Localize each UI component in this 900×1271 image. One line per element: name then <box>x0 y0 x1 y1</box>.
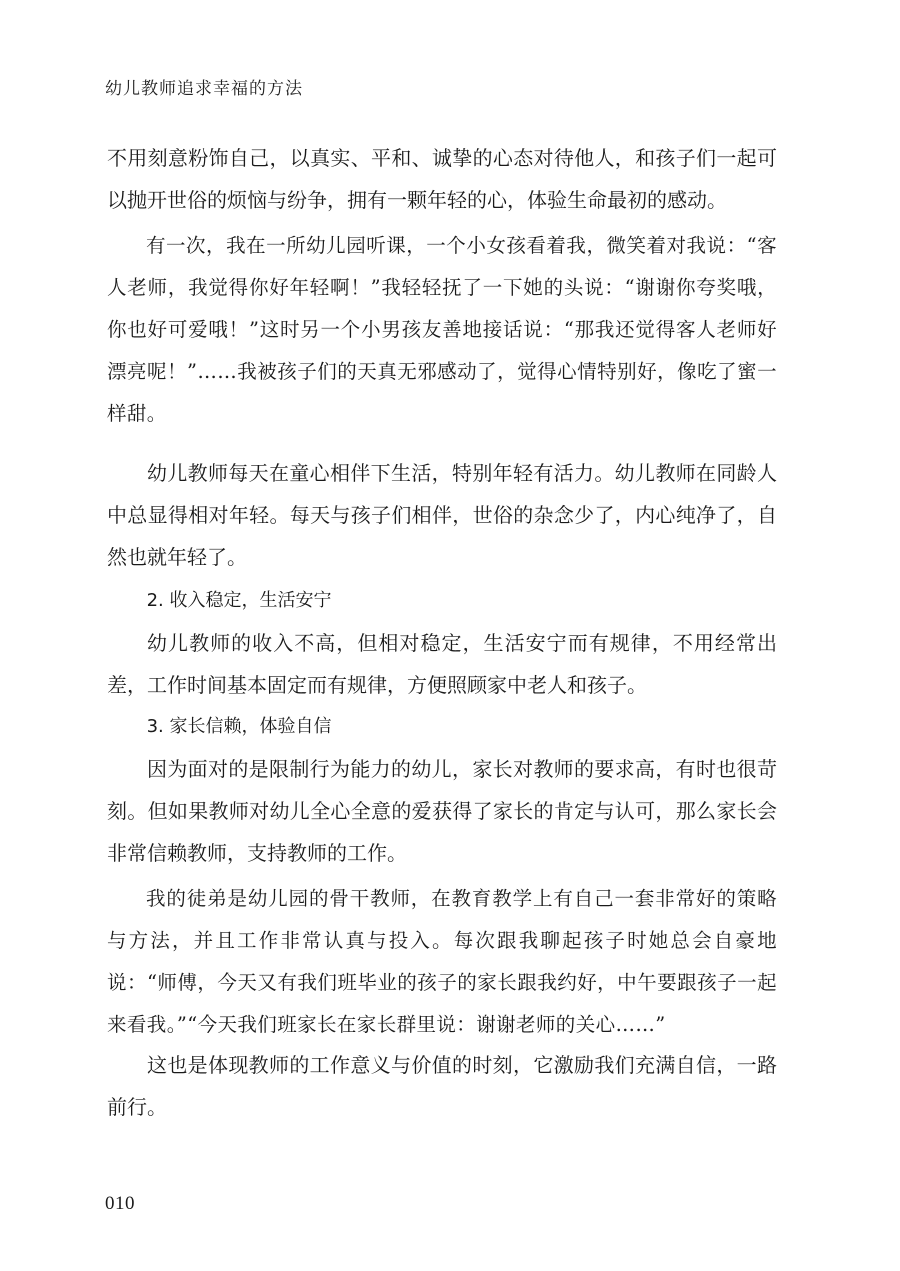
story-paragraph-apprentice: 我的徒弟是幼儿园的骨干教师，在教育教学上有自己一套非常好的策略与方法，并且工作非常认真与投入。每次跟我聊起孩子时她总会自豪地说：“师傅，今天又有我们班毕业的孩子的家长跟我约好，中午要跟孩子一起来看我。”“今天我们班家长在家长群里说：谢谢老师的关心……” <box>107 887 777 1036</box>
stability-paragraph: 幼儿教师的收入不高，但相对稳定，生活安宁而有规律，不用经常出差，工作时间基本固定而有规律，方便照顾家中老人和孩子。 <box>107 631 777 697</box>
section-heading-income: 2. 收入稳定，生活安宁 <box>146 590 332 611</box>
running-head-title: 幼儿教师追求幸福的方法 <box>105 79 303 99</box>
section-heading-trust: 3. 家长信赖，体验自信 <box>146 716 332 737</box>
body-block-3 <box>107 1044 777 1128</box>
closing-paragraph: 这也是体现教师的工作意义与价值的时刻，它激励我们充满自信，一路前行。 <box>107 1053 777 1119</box>
body-block-2 <box>107 452 777 1046</box>
story-paragraph-young-teacher: 有一次，我在一所幼儿园听课，一个小女孩看着我，微笑着对我说：“客人老师，我觉得你好年轻啊！”我轻轻抚了一下她的头说：“谢谢你夸奖哦，你也好可爱哦！”这时另一个小男孩友善地接话说：“那我还觉得客人老师好漂亮呢！”……我被孩子们的天真无邪感动了，觉得心情特别好，像吃了蜜一样甜。 <box>107 234 777 425</box>
intro-continuation-paragraph: 不用刻意粉饰自己，以真实、平和、诚挚的心态对待他人，和孩子们一起可以抛开世俗的烦恼与纷争，拥有一颗年轻的心，体验生命最初的感动。 <box>107 146 777 212</box>
page-number: 010 <box>105 1193 135 1214</box>
trust-paragraph: 因为面对的是限制行为能力的幼儿，家长对教师的要求高，有时也很苛刻。但如果教师对幼儿全心全意的爱获得了家长的肯定与认可，那么家长会非常信赖教师，支持教师的工作。 <box>107 757 777 865</box>
body-block-1 <box>107 137 777 435</box>
youth-paragraph: 幼儿教师每天在童心相伴下生活，特别年轻有活力。幼儿教师在同龄人中总显得相对年轻。每天与孩子们相伴，世俗的杂念少了，内心纯净了，自然也就年轻了。 <box>107 461 777 569</box>
